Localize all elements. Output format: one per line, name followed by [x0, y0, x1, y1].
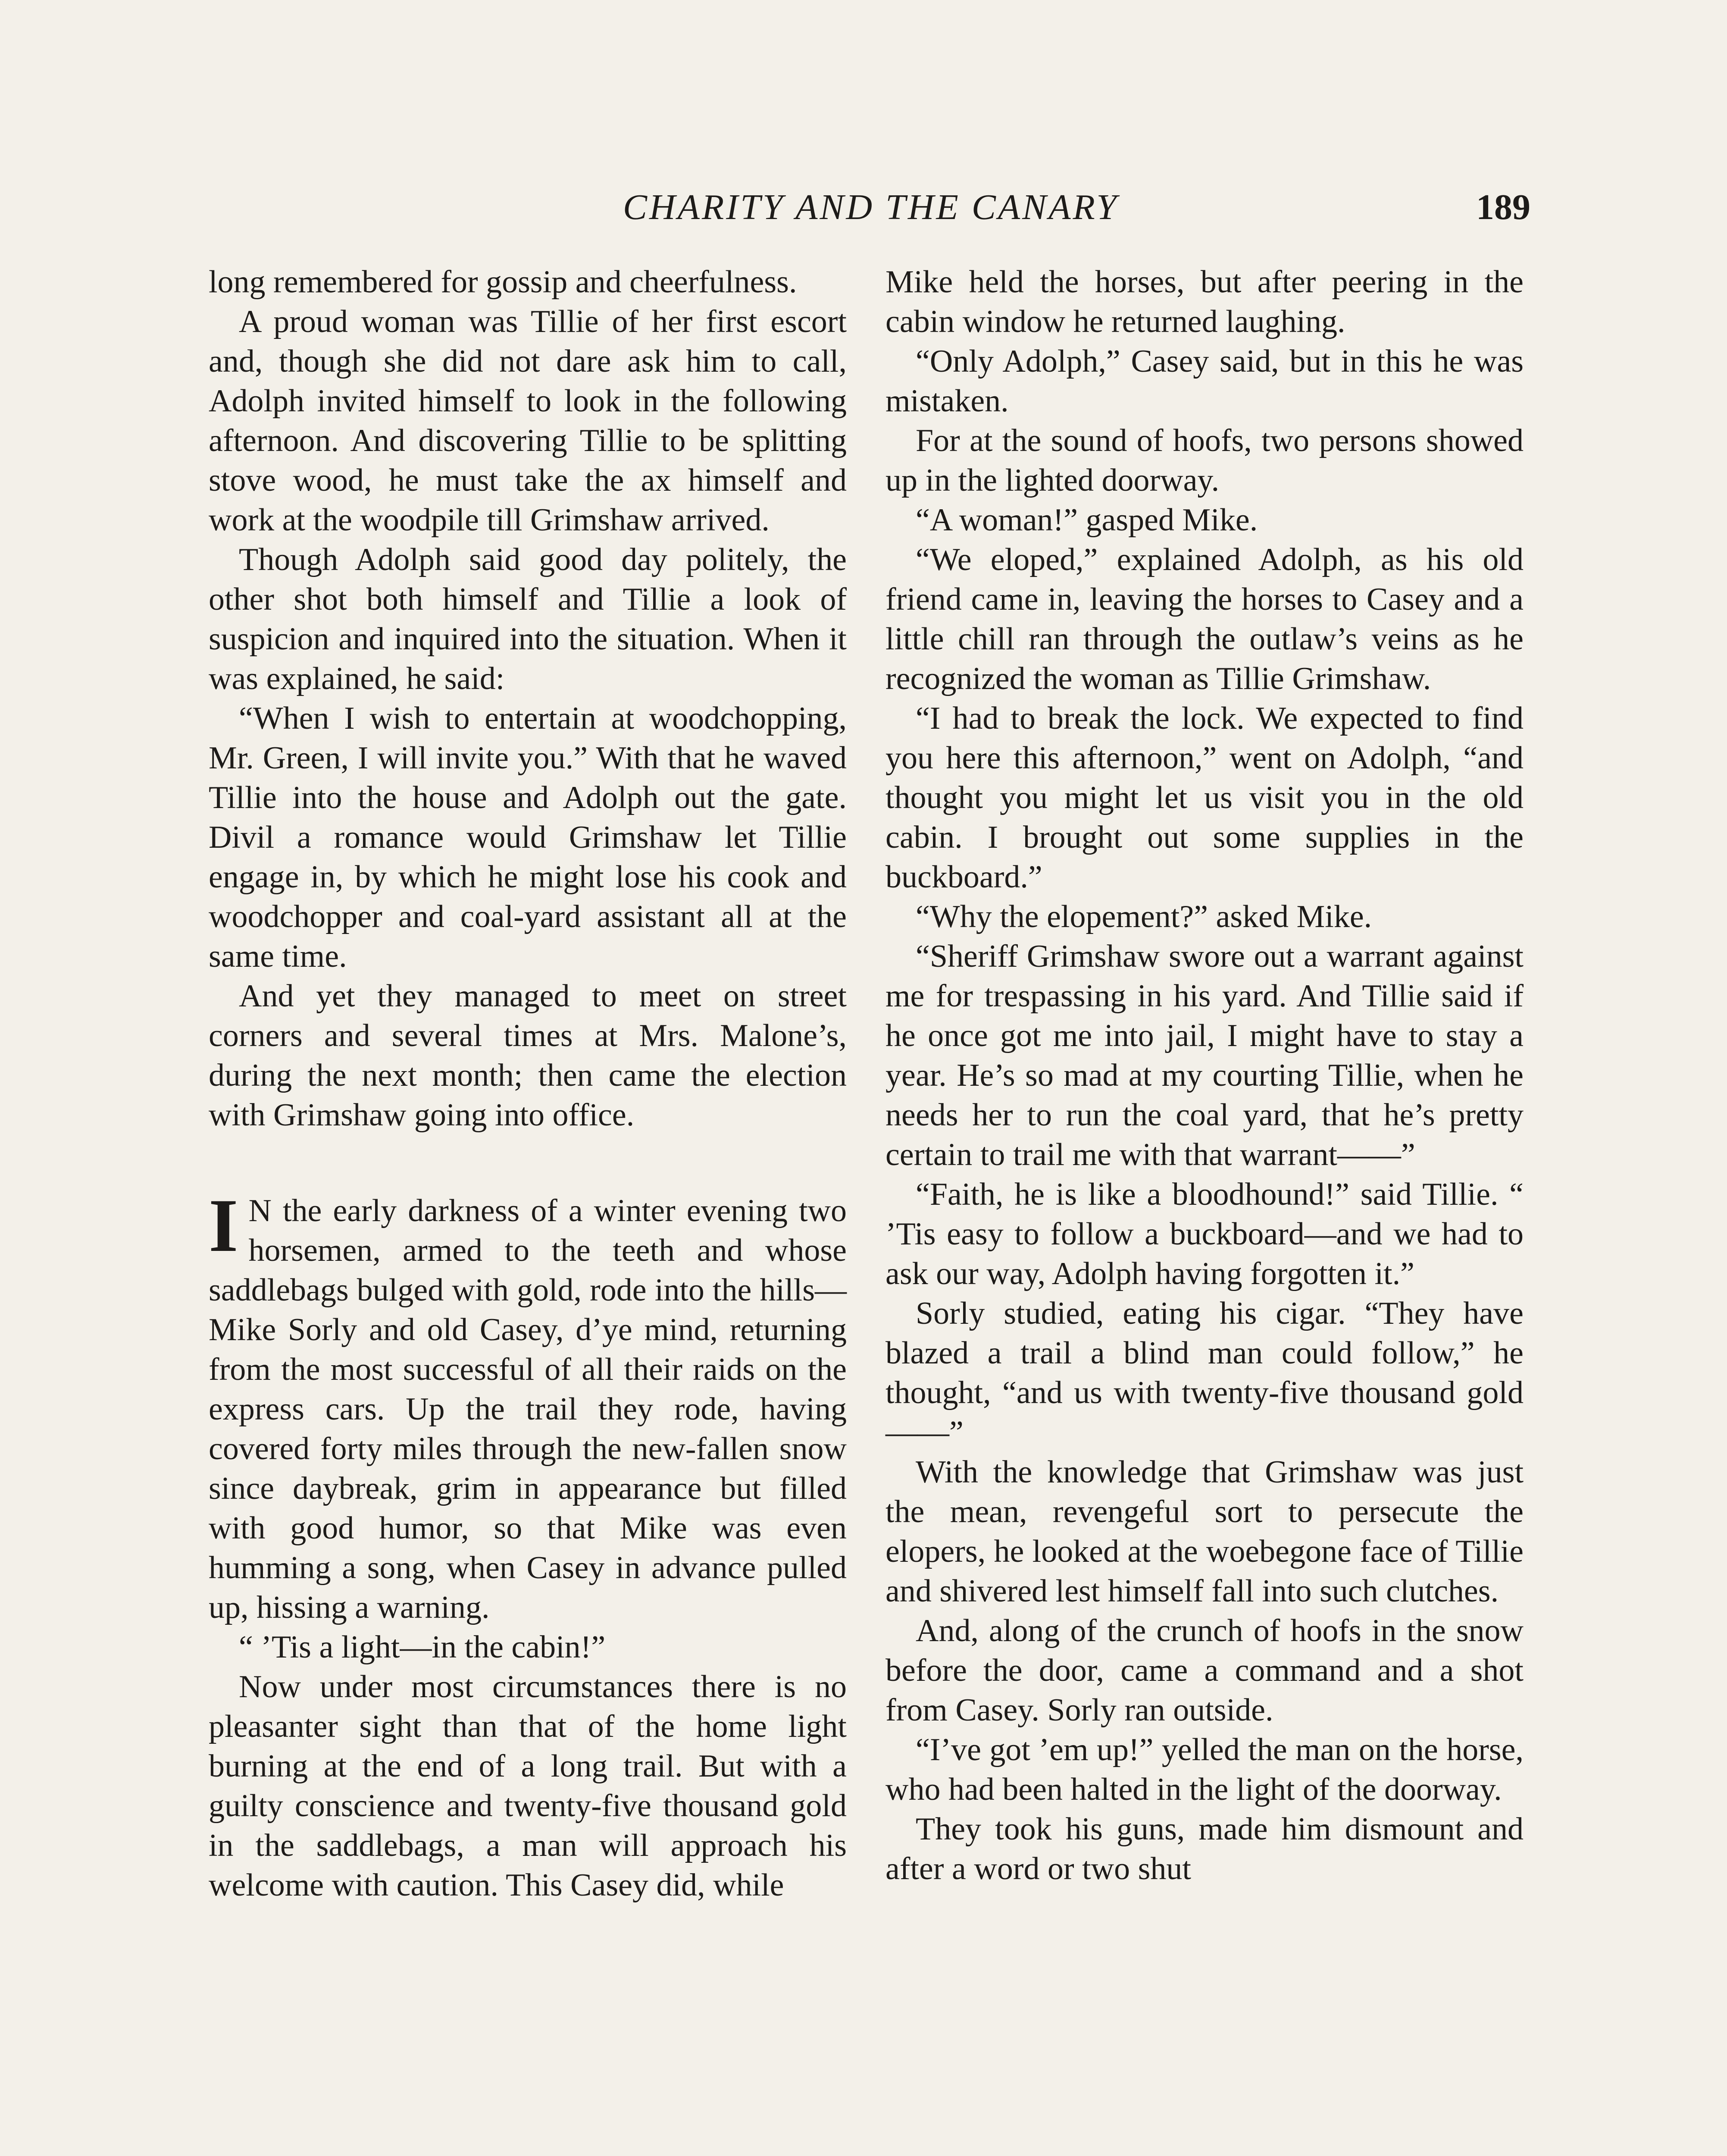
paragraph: long remembered for gossip and cheerfulness. — [209, 264, 797, 300]
paragraph: They took his guns, made him dismount and after a word or two shut — [885, 1811, 1524, 1887]
paragraph: And, along of the crunch of hoofs in the snow before the door, came a command and a shot from Casey. Sorly ran outside. — [885, 1613, 1524, 1728]
drop-cap: I — [209, 1184, 238, 1268]
right-column — [885, 262, 1524, 1889]
paragraph: “Faith, he is like a bloodhound!” said Tillie. “ ’Tis easy to follow a buckboard—and we had to ask our way, Adolph having forgotten it.” — [885, 1177, 1524, 1291]
paragraph: “We eloped,” explained Adolph, as his old friend came in, leaving the horses to Casey and a little chill ran through the outlaw’s veins as he recognized the woman as Tillie Grimshaw. — [885, 542, 1524, 696]
page-number: 189 — [1476, 187, 1530, 227]
paragraph: Now under most circumstances there is no pleasanter sight than that of the home light burning at the end of a long trail. But with a guilty conscience and twenty-five thousand gold in the saddlebags, a man will approach his welcome with caution. This Casey did, while — [209, 1669, 847, 1903]
paragraph: “I had to break the lock. We expected to find you here this afternoon,” went on Adolph, “and thought you might let us visit you in the old cabin. I brought out some supplies in the buckboard.” — [885, 701, 1524, 895]
paragraph: “Only Adolph,” Casey said, but in this he was mistaken. — [885, 344, 1524, 419]
paragraph: “When I wish to entertain at woodchopping, Mr. Green, I will invite you.” With that he waved Tillie into the house and Adolph out the gate. Divil a romance would Grimshaw let Tillie engage in, by which he might lose his cook and woodchopper and coal-yard assistant all at the same time. — [209, 701, 847, 974]
paragraph: “I’ve got ’em up!” yelled the man on the horse, who had been halted in the light of the doorway. — [885, 1732, 1524, 1807]
paragraph: “Sheriff Grimshaw swore out a warrant against me for trespassing in his yard. And Tillie said if he once got me into jail, I might have to stay a year. He’s so mad at my courting Tillie, when he needs her to run the coal yard, that he’s pretty certain to trail me with that warrant——” — [885, 939, 1524, 1172]
paragraph: “Why the elopement?” asked Mike. — [916, 899, 1372, 934]
paragraph: A proud woman was Tillie of her first escort and, though she did not dare ask him to call, Adolph invited himself to look in the following afternoon. And discovering Tillie to be splitting stove wood, he must take the ax himself and work at the woodpile till Grimshaw arrived. — [209, 304, 847, 538]
paragraph: “A woman!” gasped Mike. — [916, 502, 1258, 538]
section-start-paragraph — [209, 1184, 847, 1627]
paragraph-text: N the early darkness of a winter evening two horsemen, armed to the teeth and whose saddlebags bulged with gold, rode into the hills—Mike Sorly and old Casey, d’ye mind, returning from the most successful of all their raids on the express cars. Up the trail they rode, having covered forty miles through the new-fallen snow since daybreak, grim in appearance but filled with good humor, so that Mike was even humming a song, when Casey in advance pulled up, hissing a warning. — [209, 1193, 847, 1625]
paragraph: And yet they managed to meet on street corners and several times at Mrs. Malone’s, during the next month; then came the election with Grimshaw going into office. — [209, 978, 847, 1133]
paragraph: Sorly studied, eating his cigar. “They have blazed a trail a blind man could follow,” he thought, “and us with twenty-five thousand gold——” — [885, 1296, 1524, 1450]
paragraph: Mike held the horses, but after peering in the cabin window he returned laughing. — [885, 264, 1524, 339]
paragraph: With the knowledge that Grimshaw was just the mean, revengeful sort to persecute the elopers, he looked at the woebegone face of Tillie and shivered lest himself fall into such clutches. — [885, 1454, 1524, 1609]
paragraph: Though Adolph said good day politely, the other shot both himself and Tillie a look of suspicion and inquired into the situation. When it was explained, he said: — [209, 542, 847, 696]
paragraph: For at the sound of hoofs, two persons showed up in the lighted doorway. — [885, 423, 1524, 498]
running-title: CHARITY AND THE CANARY — [623, 187, 1119, 227]
paragraph: “ ’Tis a light—in the cabin!” — [239, 1630, 606, 1665]
left-column — [209, 262, 847, 1905]
